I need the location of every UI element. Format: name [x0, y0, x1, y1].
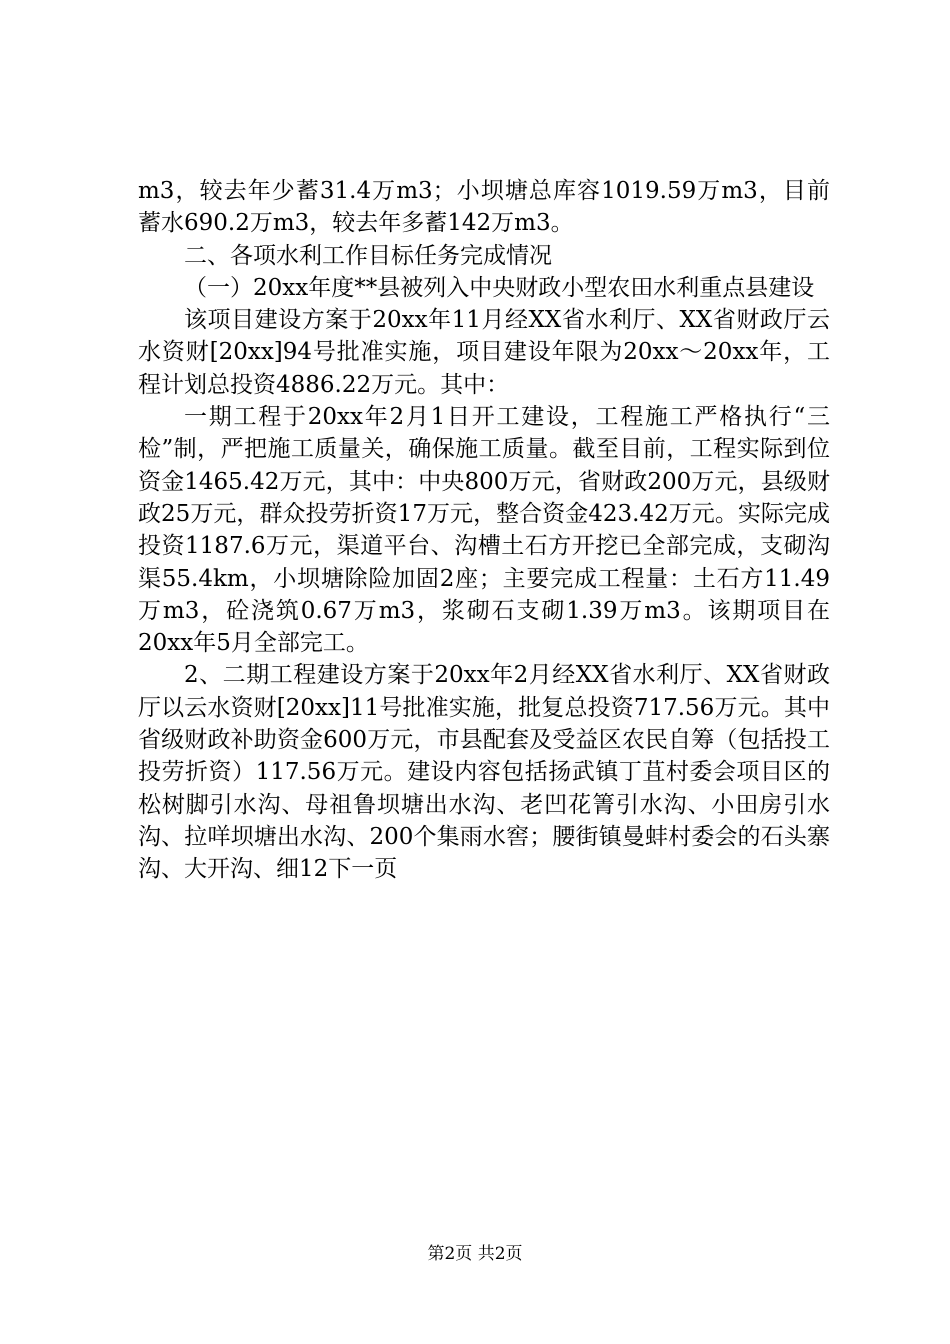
page-number-footer: 第2页 共2页	[427, 1244, 523, 1264]
section-heading: 二、各项水利工作目标任务完成情况	[184, 242, 552, 269]
document-body	[138, 175, 830, 886]
paragraph-reservoir-storage: m3，较去年少蓄31.4万m3；小坝塘总库容1019.59万m3，目前蓄水690.2万m3，较去年多蓄142万m3。	[138, 178, 830, 237]
paragraph-project-plan: 该项目建设方案于20xx年11月经XX省水利厅、XX省财政厅云水资财[20xx]94号批准实施，项目建设年限为20xx～20xx年，工程计划总投资4886.22万元。其中：	[138, 307, 830, 398]
subsection-heading: （一）20xx年度**县被列入中央财政小型农田水利重点县建设	[184, 274, 815, 301]
paragraph-phase-two: 2、二期工程建设方案于20xx年2月经XX省水利厅、XX省财政厅以云水资财[20xx]11号批准实施，批复总投资717.56万元。其中省级财政补助资金600万元，市县配套及受益区农民自筹（包括投工投劳折资）117.56万元。建设内容包括扬武镇丁苴村委会项目区的松树脚引水沟、母祖鲁坝塘出水沟、老凹花箐引水沟、小田房引水沟、拉咩坝塘出水沟、200个集雨水窖；腰街镇曼蚌村委会的石头寨沟、大开沟、细12下一页	[138, 662, 830, 883]
paragraph-phase-one: 一期工程于20xx年2月1日开工建设，工程施工严格执行“三检”制，严把施工质量关，确保施工质量。截至目前，工程实际到位资金1465.42万元，其中：中央800万元，省财政200万元，县级财政25万元，群众投劳折资17万元，整合资金423.42万元。实际完成投资1187.6万元，渠道平台、沟槽土石方开挖已全部完成，支砌沟渠55.4km，小坝塘除险加固2座；主要完成工程量：土石方11.49万m3，砼浇筑0.67万m3，浆砌石支砌1.39万m3。该期项目在20xx年5月全部完工。	[138, 404, 830, 657]
